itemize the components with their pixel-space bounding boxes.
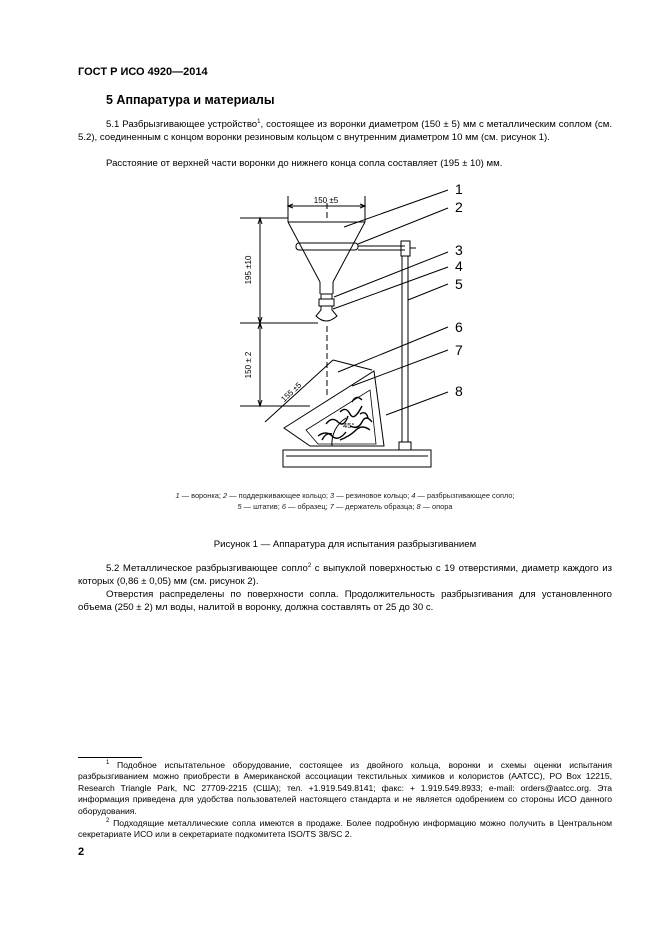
dim-diagonal: 155 ±5 xyxy=(279,380,304,404)
section-title: 5 Аппаратура и материалы xyxy=(106,93,275,107)
paragraph-5-2 xyxy=(78,563,612,588)
document-header: ГОСТ Р ИСО 4920—2014 xyxy=(78,66,208,78)
para-5-1-text-a: 5.1 Разбрызгивающее устройство xyxy=(106,119,258,130)
dim-top-width: 150 ±5 xyxy=(313,196,339,205)
dim-lower-height: 150 ± 2 xyxy=(244,351,253,379)
legend-num-2: 2 xyxy=(222,491,228,500)
legend-num-7: 7 xyxy=(329,502,334,511)
footnote-ref-1[interactable]: 1 xyxy=(257,119,261,125)
figure-legend xyxy=(90,490,600,512)
legend-num-5: 5 xyxy=(237,502,242,511)
footnote-ref-2[interactable]: 2 xyxy=(307,563,312,569)
legend-text-8: — опора xyxy=(420,502,453,511)
callout-8: 8 xyxy=(455,383,463,399)
legend-text-1: — воронка; xyxy=(179,491,223,500)
footnote-2-text: Подходящие металлические сопла имеются в продаже. Более подробную информацию можно получить в Центральном секретариате ИСО или в секретариате подкомитета ISO/TS 38/SC 2. xyxy=(78,818,612,840)
callout-7: 7 xyxy=(455,342,463,358)
para-distance-text: Расстояние от верхней части воронки до нижнего конца сопла составляет (195 ± 10) мм. xyxy=(106,158,503,169)
footnote-divider xyxy=(78,757,142,758)
callout-5: 5 xyxy=(455,276,463,292)
callout-4: 4 xyxy=(455,258,463,274)
legend-text-2: — поддерживающее кольцо; xyxy=(227,491,331,500)
legend-num-6: 6 xyxy=(281,502,286,511)
footnote-1-number: 1 xyxy=(106,760,110,766)
angle-label: 45° xyxy=(343,421,355,430)
para-5-2-text-a: 5.2 Металлическое разбрызгивающее сопло xyxy=(106,563,308,574)
page-number: 2 xyxy=(78,846,85,858)
legend-text-6: — образец; xyxy=(285,502,330,511)
legend-line-2 xyxy=(90,501,600,512)
callout-3: 3 xyxy=(455,242,463,258)
callout-6: 6 xyxy=(455,319,463,335)
para-5-1-text-b: , состоящее из воронки диаметром (150 ± 5) мм с металлическим соплом (см. 5.2), соединенным с концом воронки резиновым кольцом с внутренним диаметром 10 мм (см. рисунок 1). xyxy=(78,119,612,143)
legend-text-5: — штатив; xyxy=(241,502,282,511)
paragraph-holes xyxy=(78,589,612,614)
legend-num-8: 8 xyxy=(416,502,421,511)
para-5-2-text-b: с выпуклой поверхностью с 19 отверстиями, диаметр каждого из которых (0,86 ± 0,05) мм (см. рисунок 2). xyxy=(78,563,612,587)
callout-2: 2 xyxy=(455,199,463,215)
legend-text-4: — разбрызгивающее сопло; xyxy=(415,491,515,500)
figure-caption: Рисунок 1 — Аппаратура для испытания разбрызгиванием xyxy=(213,539,477,550)
callout-1: 1 xyxy=(455,181,463,197)
footnote-2 xyxy=(78,818,612,841)
legend-text-7: — держатель образца; xyxy=(333,502,417,511)
legend-num-3: 3 xyxy=(330,491,335,500)
legend-num-1: 1 xyxy=(175,491,180,500)
dim-funnel-height: 195 ±10 xyxy=(244,255,253,285)
legend-text-3: — резиновое кольцо; xyxy=(334,491,412,500)
footnote-2-number: 2 xyxy=(106,818,110,824)
legend-num-4: 4 xyxy=(411,491,416,500)
footnote-1-text: Подобное испытательное оборудование, состоящее из двойного кольца, воронки и схемы оценки испытания разбрызгиванием можно приобрести в Американской ассоциации текстильных химиков и колористов (AATCC), PO Box 12215, Research Triangle Park, NC 27709-2215 (США); тел. +1.919.549.8141; факс: + 1.919.549.8933; e-mail: orders@aatcc.org. Эта информация приведена для удобства пользователей настоящего стандарта и не является одобрением со стороны ИСО данного оборудования. xyxy=(78,760,612,816)
legend-line-1 xyxy=(90,490,600,501)
footnote-1 xyxy=(78,760,612,817)
para-holes-text: Отверстия распределены по поверхности сопла. Продолжительность разбрызгивания для установленного объема (250 ± 2) мл воды, налитой в воронку, должна составлять от 25 до 30 с. xyxy=(78,589,612,613)
